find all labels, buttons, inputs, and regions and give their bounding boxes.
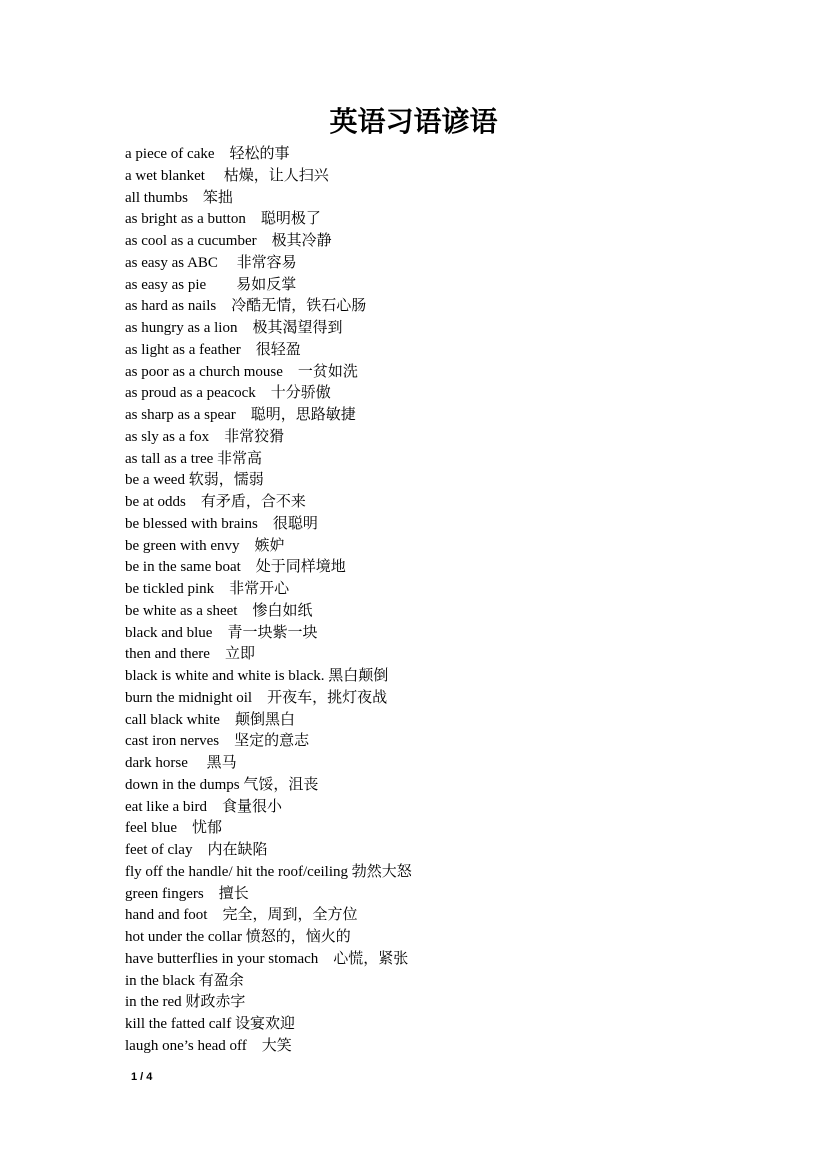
idiom-entry: cast iron nerves 坚定的意志 <box>125 733 310 750</box>
idiom-entry: as sharp as a spear 聪明，思路敏捷 <box>125 407 356 423</box>
idiom-entry: hot under the collar 愤怒的，恼火的 <box>125 929 351 945</box>
idiom-entry: burn the midnight oil 开夜车，挑灯夜战 <box>125 689 388 706</box>
idiom-entry: then and there 立即 <box>125 646 255 663</box>
idiom-entry: green fingers 擅长 <box>125 885 249 902</box>
idiom-entry: as light as a feather 很轻盈 <box>125 341 301 358</box>
idiom-entry: call black white 颠倒黑白 <box>125 711 295 728</box>
idiom-entry: be blessed with brains 很聪明 <box>125 515 318 532</box>
idiom-entry: as cool as a cucumber 极其冷静 <box>125 233 332 249</box>
idiom-entry: in the black 有盈余 <box>125 972 244 989</box>
idiom-entry: as poor as a church mouse 一贫如洗 <box>125 363 358 380</box>
idiom-entry: be in the same boat 处于同样境地 <box>125 559 346 576</box>
idiom-entry: as bright as a button 聪明极了 <box>125 211 321 228</box>
idiom-entry: fly off the handle/ hit the roof/ceiling 勃然大怒 <box>125 863 412 880</box>
idiom-entry: eat like a bird 食量很小 <box>125 798 283 815</box>
idiom-entry: a piece of cake 轻松的事 <box>125 146 290 162</box>
idiom-entry: as easy as ABC 非常容易 <box>125 254 297 271</box>
idiom-entry: be white as a sheet 惨白如纸 <box>125 602 313 619</box>
idiom-entry: be a weed 软弱，懦弱 <box>125 472 264 489</box>
idiom-entry: all thumbs 笨拙 <box>125 189 233 206</box>
idiom-entry: feet of clay 内在缺陷 <box>125 842 268 858</box>
idiom-list <box>125 144 765 1058</box>
idiom-entry: black is white and white is black. 黑白颠倒 <box>125 668 389 684</box>
idiom-entry: a wet blanket 枯燥，让人扫兴 <box>125 167 329 184</box>
idiom-entry: feel blue 忧郁 <box>125 820 223 837</box>
document-title: 英语习语谚语 <box>329 105 498 138</box>
idiom-entry: kill the fatted calf 设宴欢迎 <box>125 1016 295 1032</box>
idiom-entry: as proud as a peacock 十分骄傲 <box>125 385 331 402</box>
idiom-entry: down in the dumps 气馁，沮丧 <box>125 776 319 793</box>
page-number: 1 / 4 <box>131 1071 153 1083</box>
idiom-entry: be green with envy 嫉妒 <box>125 537 285 554</box>
idiom-entry: have butterflies in your stomach 心慌，紧张 <box>125 950 409 967</box>
idiom-entry: be at odds 有矛盾，合不来 <box>125 494 306 510</box>
idiom-entry: as hard as nails 冷酷无情，铁石心肠 <box>125 298 367 315</box>
idiom-entry: in the red 财政赤字 <box>125 994 246 1011</box>
idiom-entry: as sly as a fox 非常狡猾 <box>125 428 285 445</box>
idiom-entry: be tickled pink 非常开心 <box>125 581 290 597</box>
idiom-entry: laugh one’s head off 大笑 <box>125 1037 292 1054</box>
idiom-entry: hand and foot 完全，周到，全方位 <box>125 907 358 924</box>
idiom-entry: black and blue 青一块紫一块 <box>125 624 318 641</box>
idiom-entry: as tall as a tree 非常高 <box>125 450 263 467</box>
idiom-entry: dark horse 黑马 <box>125 755 237 771</box>
idiom-entry: as hungry as a lion 极其渴望得到 <box>125 320 343 336</box>
idiom-entry: as easy as pie 易如反掌 <box>125 276 297 293</box>
